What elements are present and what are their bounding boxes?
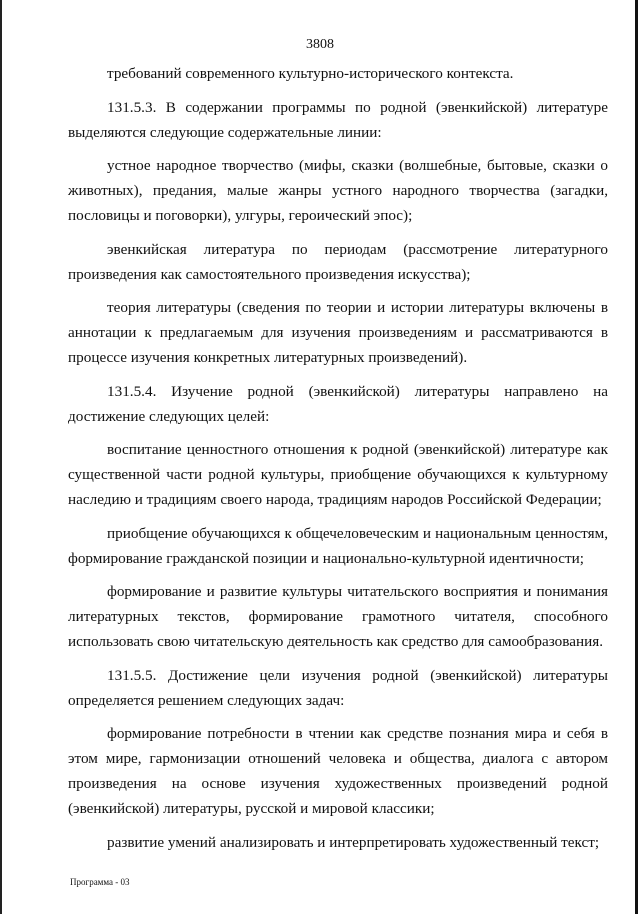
paragraph-2: 131.5.3. В содержании программы по родной (эвенкийской) литературе выделяются следующие содержательные линии:: [68, 98, 608, 141]
paragraph-5: теория литературы (сведения по теории и истории литературы включены в аннотации к предлагаемым для изучения произведениям и рассматриваются в процессе изучения конкретных литературных произведений).: [68, 299, 608, 366]
scan-edge-right: [635, 0, 638, 914]
paragraph-7: воспитание ценностного отношения к родной (эвенкийской) литературе как существенной части родной культуры, приобщение обучающихся к культурному наследию и традициям своего народа, традициям народов Российской Федерации;: [68, 441, 608, 508]
paragraph-8: приобщение обучающихся к общечеловеческим и национальным ценностям, формирование гражданской позиции и национально-культурной идентичности;: [68, 524, 608, 567]
paragraph-12: развитие умений анализировать и интерпретировать художественный текст;: [107, 833, 600, 851]
paragraph-4: эвенкийская литература по периодам (рассмотрение литературного произведения как самостоятельного произведения искусства);: [68, 240, 608, 283]
footer-label: Программа - 03: [70, 877, 130, 887]
page-number: 3808: [306, 37, 334, 52]
paragraph-9: формирование и развитие культуры читательского восприятия и понимания литературных текстов, формирование грамотного читателя, способного использовать свою читательскую деятельность как средство для самообразования.: [68, 583, 608, 650]
scan-edge-left: [0, 0, 2, 914]
paragraph-10: 131.5.5. Достижение цели изучения родной (эвенкийской) литературы определяется решением следующих задач:: [68, 666, 608, 709]
document-body: [68, 62, 608, 864]
paragraph-6: 131.5.4. Изучение родной (эвенкийской) литературы направлено на достижение следующих целей:: [68, 382, 608, 425]
paragraph-11: формирование потребности в чтении как средстве познания мира и себя в этом мире, гармонизации отношений человека и общества, диалога с автором произведения на основе изучения художественных произведений родной (эвенкийской) литературы, русской и мировой классики;: [68, 725, 608, 817]
paragraph-1: требований современного культурно-исторического контекста.: [107, 65, 514, 82]
paragraph-3: устное народное творчество (мифы, сказки (волшебные, бытовые, сказки о животных), предания, малые жанры устного народного творчества (загадки, пословицы и поговорки), улгуры, героический эпос);: [68, 157, 608, 224]
